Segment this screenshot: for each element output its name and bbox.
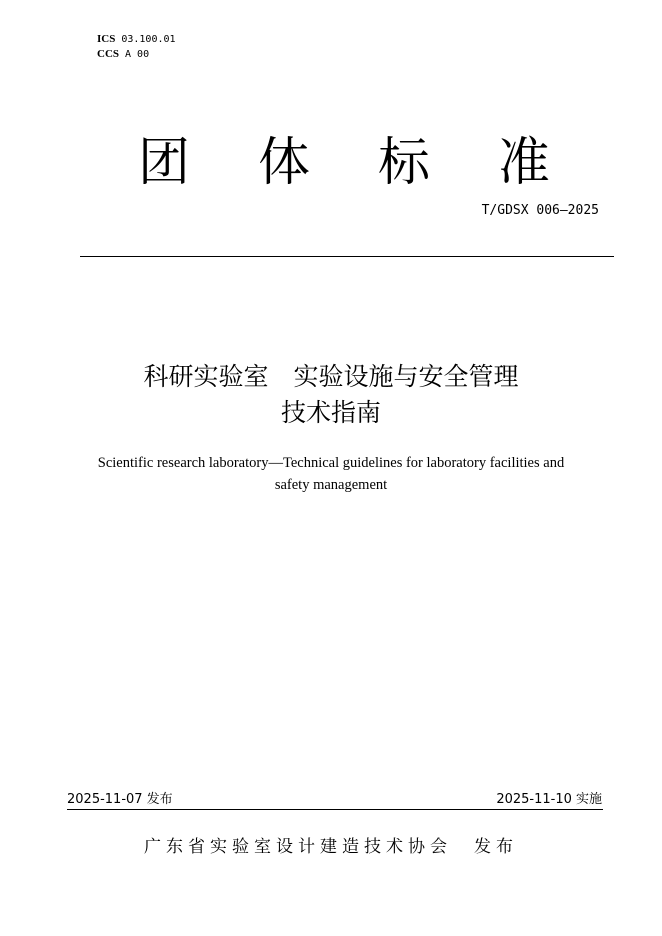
- standard-type-heading: [0, 128, 662, 198]
- ics-label: ICS: [97, 33, 116, 45]
- chinese-title-line-2: 技术指南: [280, 398, 381, 427]
- bottom-divider: [67, 809, 603, 810]
- standard-type-char: 体: [258, 133, 311, 193]
- standard-type-char: 准: [498, 133, 551, 193]
- english-title-line-1: Scientific research laboratory—Technical guidelines for laboratory facilities and: [97, 455, 565, 471]
- ics-value: 03.100.01: [121, 34, 176, 45]
- ccs-value: A 00: [125, 49, 150, 60]
- publisher-line: 广东省实验室设计建造技术协会 发布: [144, 837, 518, 857]
- standard-type-char: 团: [138, 133, 191, 193]
- document-number: T/GDSX 006—2025: [481, 203, 599, 218]
- publish-date: 2025-11-07 发布: [67, 792, 173, 807]
- ics-line: [97, 32, 176, 47]
- implement-date: 2025-11-10 实施: [496, 792, 602, 807]
- ccs-line: [97, 47, 149, 62]
- english-title-line-2: safety management: [274, 477, 388, 493]
- chinese-title-line-1: 科研实验室 实验设施与安全管理: [143, 362, 519, 391]
- ccs-label: CCS: [97, 48, 120, 60]
- standard-type-char: 标: [378, 133, 431, 193]
- top-divider: [80, 256, 614, 257]
